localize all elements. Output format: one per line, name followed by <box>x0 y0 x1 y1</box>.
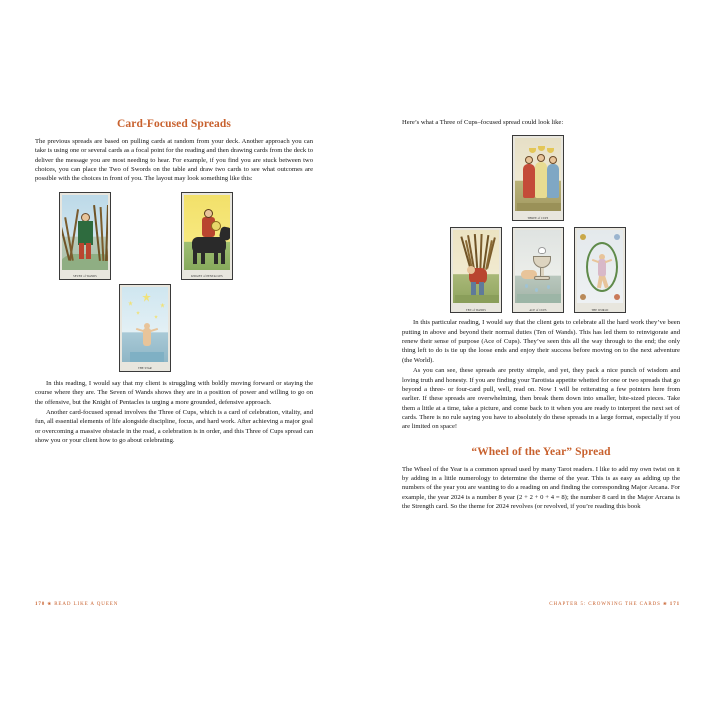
page-title: Card-Focused Spreads <box>117 118 231 130</box>
paragraph: The Wheel of the Year is a common spread used by many Tarot readers. I like to add my own twist on it by adding in a little numerology to determine the theme of the year. This is as easy as adding up the numbers of the year you are wanting to do a reading on and finding the corresponding Major Arcana. For example, the year 2024 is a number 8 year (2 + 2 + 0 + 4 = 8); the number 8 card in the Major Arcana is the Strength card. So the theme for 2024 revolves (or revolved, if you’re reading this book <box>402 465 680 511</box>
card-caption: THE STAR <box>138 367 152 371</box>
card-caption: THE WORLD <box>591 308 609 312</box>
card-caption: THREE of CUPS <box>527 216 549 220</box>
page-number: 171 <box>669 602 680 607</box>
paragraph: Here’s what a Three of Cups–focused spread could look like: <box>402 119 564 126</box>
card-caption: SEVEN of WANDS <box>73 275 97 279</box>
card-caption: ACE of CUPS <box>529 308 547 312</box>
tarot-card-knight-of-pentacles <box>181 192 233 280</box>
paragraph: In this particular reading, I would say that the client gets to celebrate all the hard work they’ve been putting in above and beyond their normal duties (Ten of Wands). This has led them to reinvigorate and renew their sense of purpose (Ace of Cups). They’ve seen this all the way through to the end; the only thing left to do is tie up the loose ends and enjoy their success before moving on to the next adventure (the World). <box>402 319 680 364</box>
tarot-card-the-world <box>574 227 626 313</box>
paragraph: In this reading, I would say that my client is struggling with boldly moving forward or staying the course where they are. The Seven of Wands shows they are in a position of power and willing to go on the offensive, but the Knight of Pentacles is urging a more grounded, defensive approach. <box>35 379 313 406</box>
card-caption: TEN of WANDS <box>465 308 487 312</box>
section-title: “Wheel of the Year” Spread <box>471 445 611 458</box>
ornament-icon: ❀ <box>662 601 668 606</box>
tarot-card-three-of-cups <box>512 135 564 221</box>
card-layout-two-choices <box>35 192 313 372</box>
page-number: 170 <box>35 602 46 607</box>
card-caption: KNIGHT of PENTACLES <box>191 275 223 279</box>
card-layout-three-of-cups <box>402 135 680 311</box>
tarot-card-the-star <box>119 284 171 372</box>
paragraph: As you can see, these spreads are pretty simple, and yet, they pack a nice punch of wisdom and loving truth and honesty. If you are finding your Tarotista appetite whetted for one or two spreads that go beyond a three- or four-card pull, well, read on. Now I will be reiterating a few pointers here from earlier. If these spreads are overwhelming, then break them down into smaller, bite-sized pieces. Take them a little at a time, take a picture, and come back to it when you are ready to interpret the next set of cards. There is no rule saying you have to absolutely do these spreads in a large format, especially if you are limited on space! <box>402 367 680 431</box>
footer-left <box>35 601 118 607</box>
paragraph: The previous spreads are based on pulling cards at random from your deck. Another approach you can take is using one or several cards as a focal point for the reading and then drawing cards from the deck to deliver the message you are most needing to hear. For example, if you find you are stuck between two choices, you can place the Two of Swords on the table and draw two cards to see what outcomes are possible with the choices in front of you. The layout may look something like this: <box>35 138 313 183</box>
footer-right <box>549 601 680 607</box>
book-title-label: READ LIKE A QUEEN <box>54 602 119 607</box>
chapter-label: CHAPTER 5: CROWNING THE CARDS <box>549 602 661 607</box>
paragraph: Another card-focused spread involves the Three of Cups, which is a card of celebration, vitality, and fun, all essential elements of life alongside discipline, focus, and hard work. After achieving a major goal or overcoming a massive obstacle in the road, a celebration is in order, and this Three of Cups spread can show you or your client how to go about celebrating. <box>35 408 313 444</box>
ornament-icon: ❀ <box>47 601 53 606</box>
tarot-card-ten-of-wands <box>450 227 502 313</box>
right-page <box>360 0 720 720</box>
tarot-card-ace-of-cups <box>512 227 564 313</box>
tarot-card-seven-of-wands <box>59 192 111 280</box>
